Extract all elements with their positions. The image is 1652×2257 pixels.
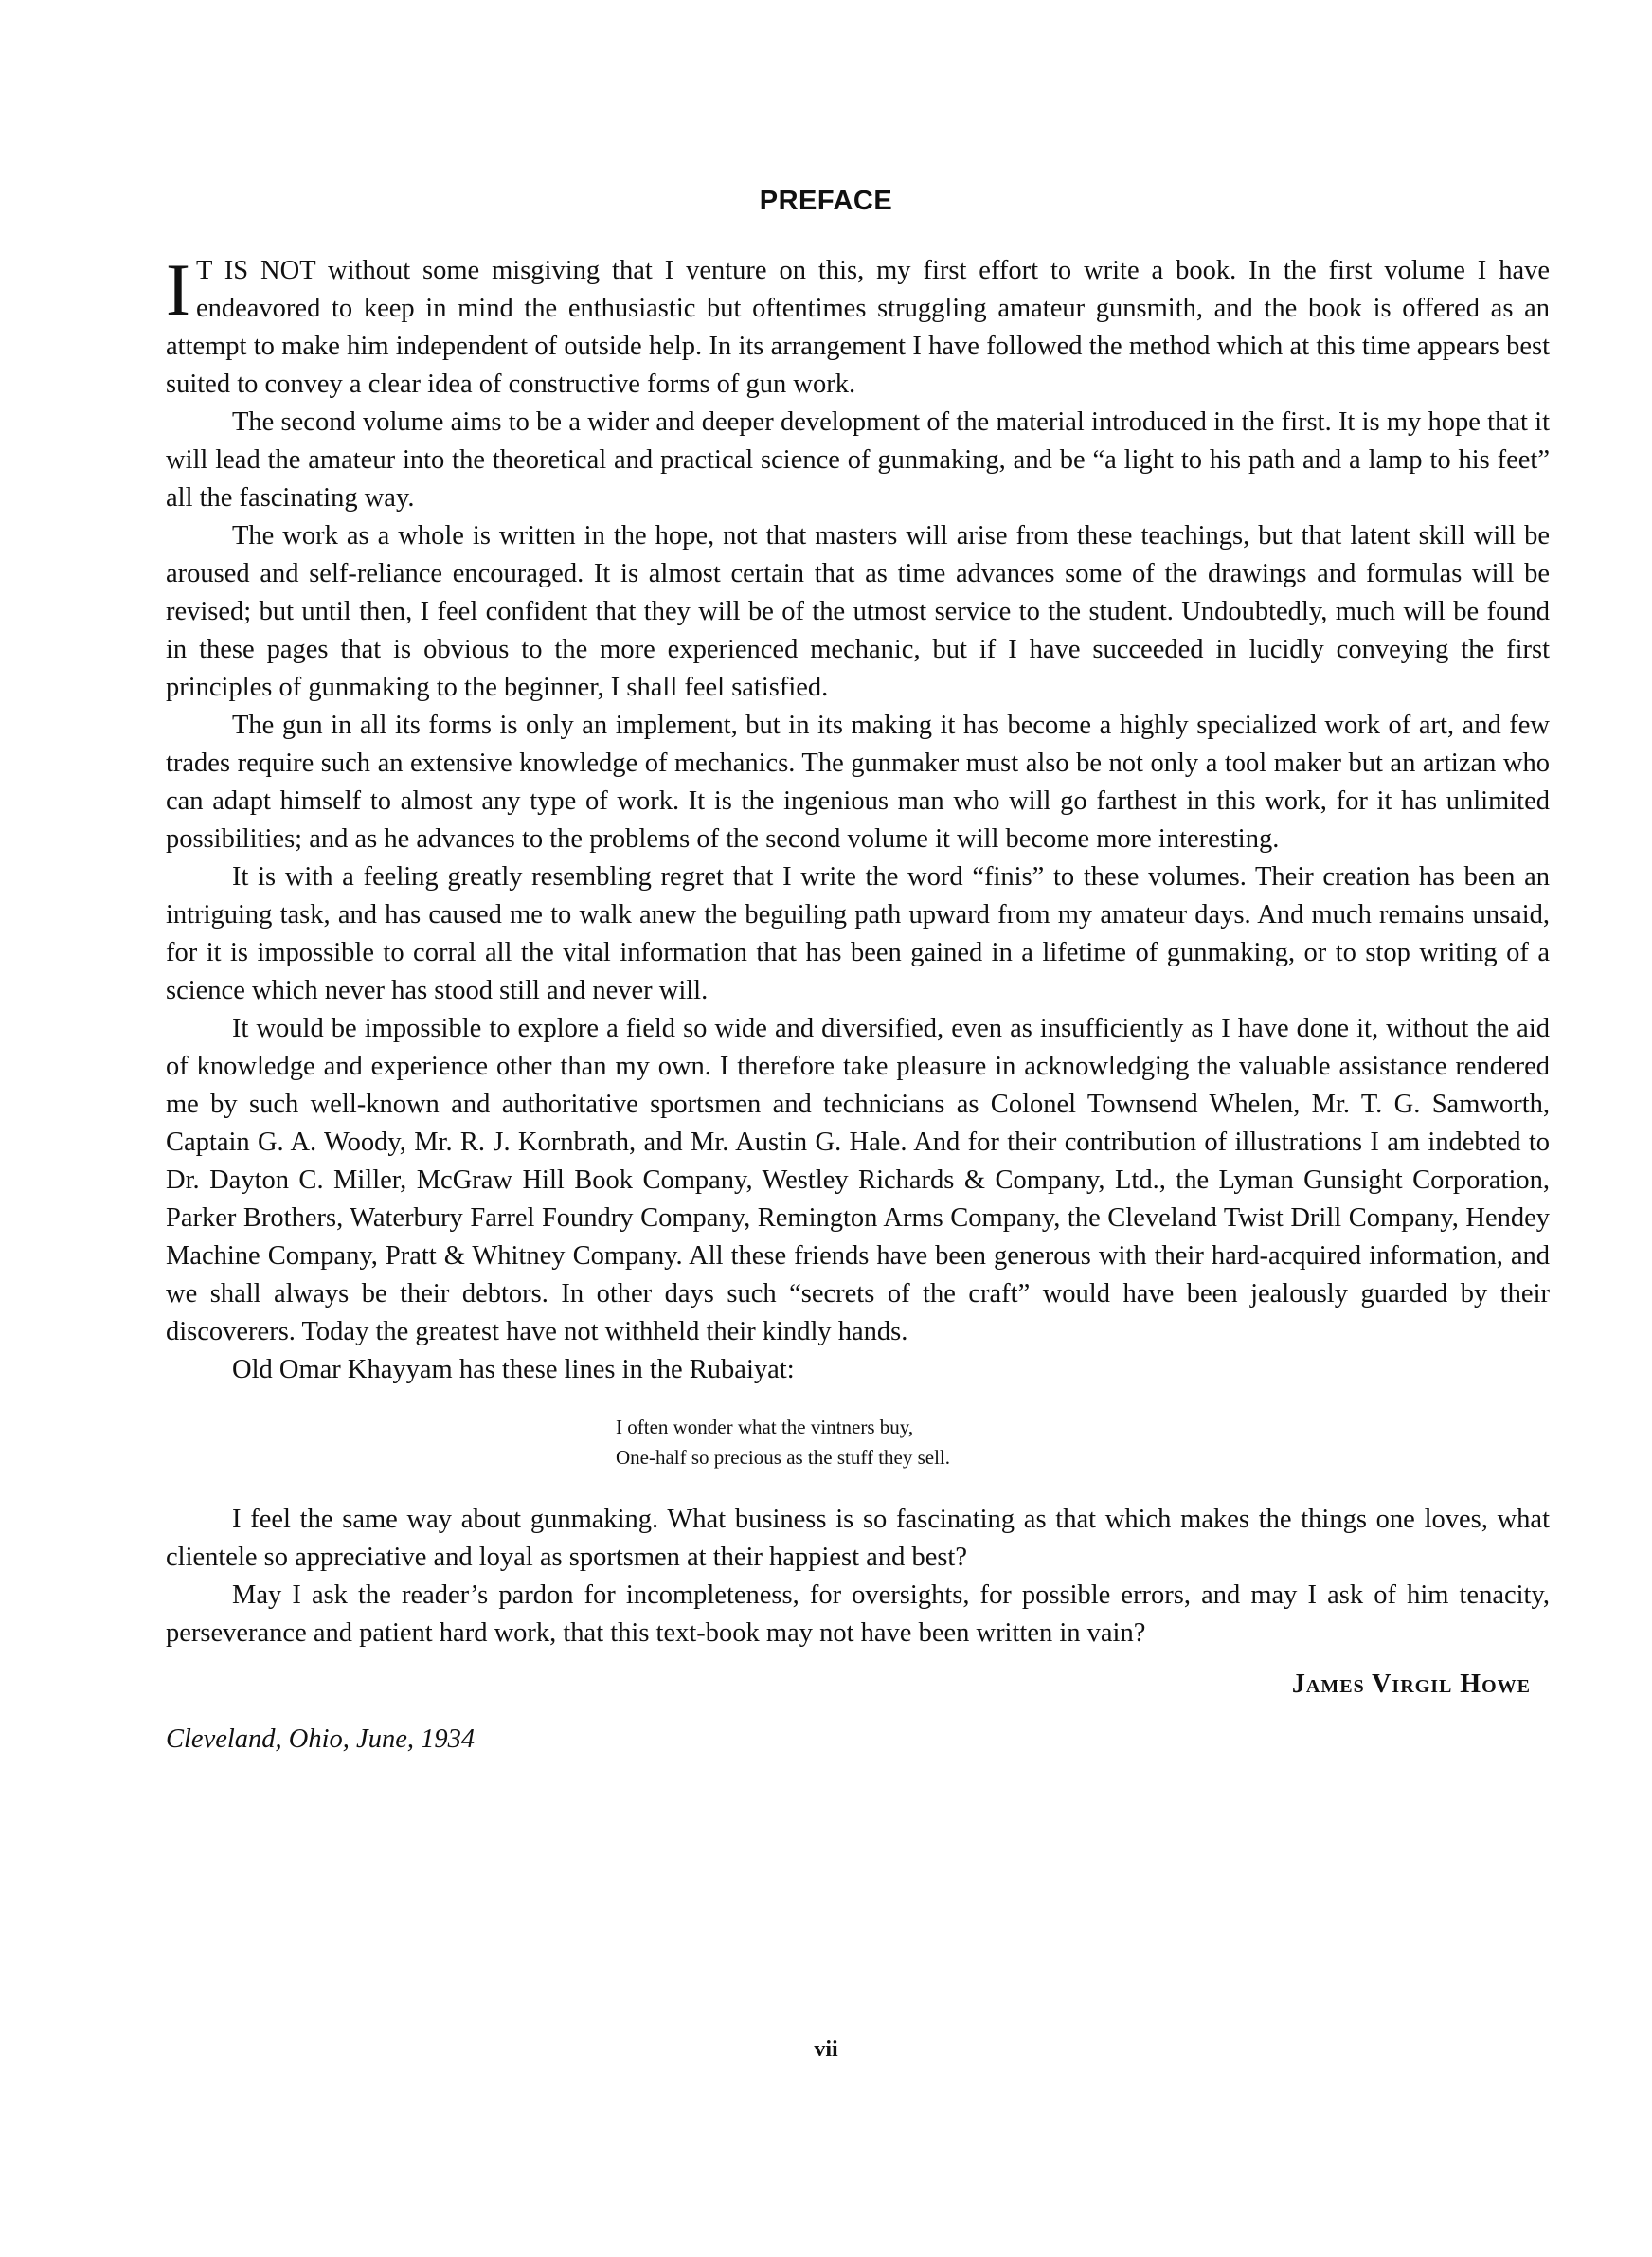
paragraph-2: The second volume aims to be a wider and deeper development of the material introduced in the first. It is my hope that it will lead the amateur into the theoretical and practical science of gunmaking, and be “a light to his path and a lamp to his feet” all the fascinating way. — [166, 407, 1550, 513]
paragraph-9: May I ask the reader’s pardon for incompleteness, for oversights, for possible errors, and may I ask of him tenacity, perseverance and patient hard work, that this text-book may not have been written in vain? — [166, 1580, 1550, 1648]
paragraph-5: It is with a feeling greatly resembling regret that I write the word “finis” to these volumes. Their creation has been an intriguing task, and has caused me to walk anew the beguiling path upward from my amateur days. And much remains unsaid, for it is impossible to corral all the vital information that has been gained in a lifetime of gunmaking, or to stop writing of a science which never has stood still and never will. — [166, 862, 1550, 1005]
verse-line: I often wonder what the vintners buy, — [616, 1416, 914, 1438]
paragraph-1-text: T IS NOT without some misgiving that I venture on this, my first effort to write a book. In the first volume I have endeavored to keep in mind the enthusiastic but oftentimes struggling amateur gunsmith, and the book is offered as an attempt to make him independent of outside help. In its arrangement I have followed the method which at this time appears best suited to convey a clear idea of constructive forms of gun work. — [166, 256, 1550, 399]
paragraph-7: Old Omar Khayyam has these lines in the Rubaiyat: — [232, 1355, 795, 1384]
drop-cap: I — [166, 248, 190, 331]
paragraph-3: The work as a whole is written in the hope, not that masters will arise from these teachings, but that latent skill will be aroused and self-reliance encouraged. It is almost certain that as time advances some of the drawings and formulas will be revised; but until then, I feel confident that they will be of the utmost service to the student. Undoubtedly, much will be found in these pages that is obvious to the more experienced mechanic, but if I have succeeded in lucidly conveying the first principles of gunmaking to the beginner, I shall feel satisfied. — [166, 521, 1550, 702]
preface-body — [166, 248, 1550, 1759]
page-number: vii — [814, 2037, 838, 2062]
paragraph-1 — [166, 248, 1550, 404]
paragraph-4: The gun in all its forms is only an implement, but in its making it has become a highly specialized work of art, and few trades require such an extensive knowledge of mechanics. The gunmaker must also be not only a tool maker but an artizan who can adapt himself to almost any type of work. It is the ingenious man who will go farthest in this work, for it has unlimited possibilities; and as he advances to the problems of the second volume it will become more interesting. — [166, 711, 1550, 854]
verse-line: One-half so precious as the stuff they sell. — [616, 1446, 951, 1469]
place-date: Cleveland, Ohio, June, 1934 — [166, 1724, 476, 1754]
rubaiyat-verse — [166, 1412, 1550, 1472]
author-signature: James Virgil Howe — [1291, 1670, 1531, 1699]
paragraph-6: It would be impossible to explore a field so wide and diversified, even as insufficiently as I have done it, without the aid of knowledge and experience other than my own. I therefore take pleasure in acknowledging the valuable assistance rendered me by such well-known and authoritative sportsmen and technicians as Colonel Townsend Whelen, Mr. T. G. Samworth, Captain G. A. Woody, Mr. R. J. Kornbrath, and Mr. Austin G. Hale. And for their contribution of illustrations I am indebted to Dr. Dayton C. Miller, McGraw Hill Book Company, Westley Richards & Company, Ltd., the Lyman Gunsight Corporation, Parker Brothers, Waterbury Farrel Foundry Company, Remington Arms Company, the Cleveland Twist Drill Company, Hendey Machine Company, Pratt & Whitney Company. All these friends have been generous with their hard-acquired information, and we shall always be their debtors. In other days such “secrets of the craft” would have been jealously guarded by their discoverers. Today the greatest have not withheld their kindly hands. — [166, 1014, 1550, 1346]
preface-heading: PREFACE — [759, 186, 893, 216]
paragraph-8: I feel the same way about gunmaking. What business is so fascinating as that which makes the things one loves, what clientele so appreciative and loyal as sportsmen at their happiest and best? — [166, 1505, 1550, 1572]
